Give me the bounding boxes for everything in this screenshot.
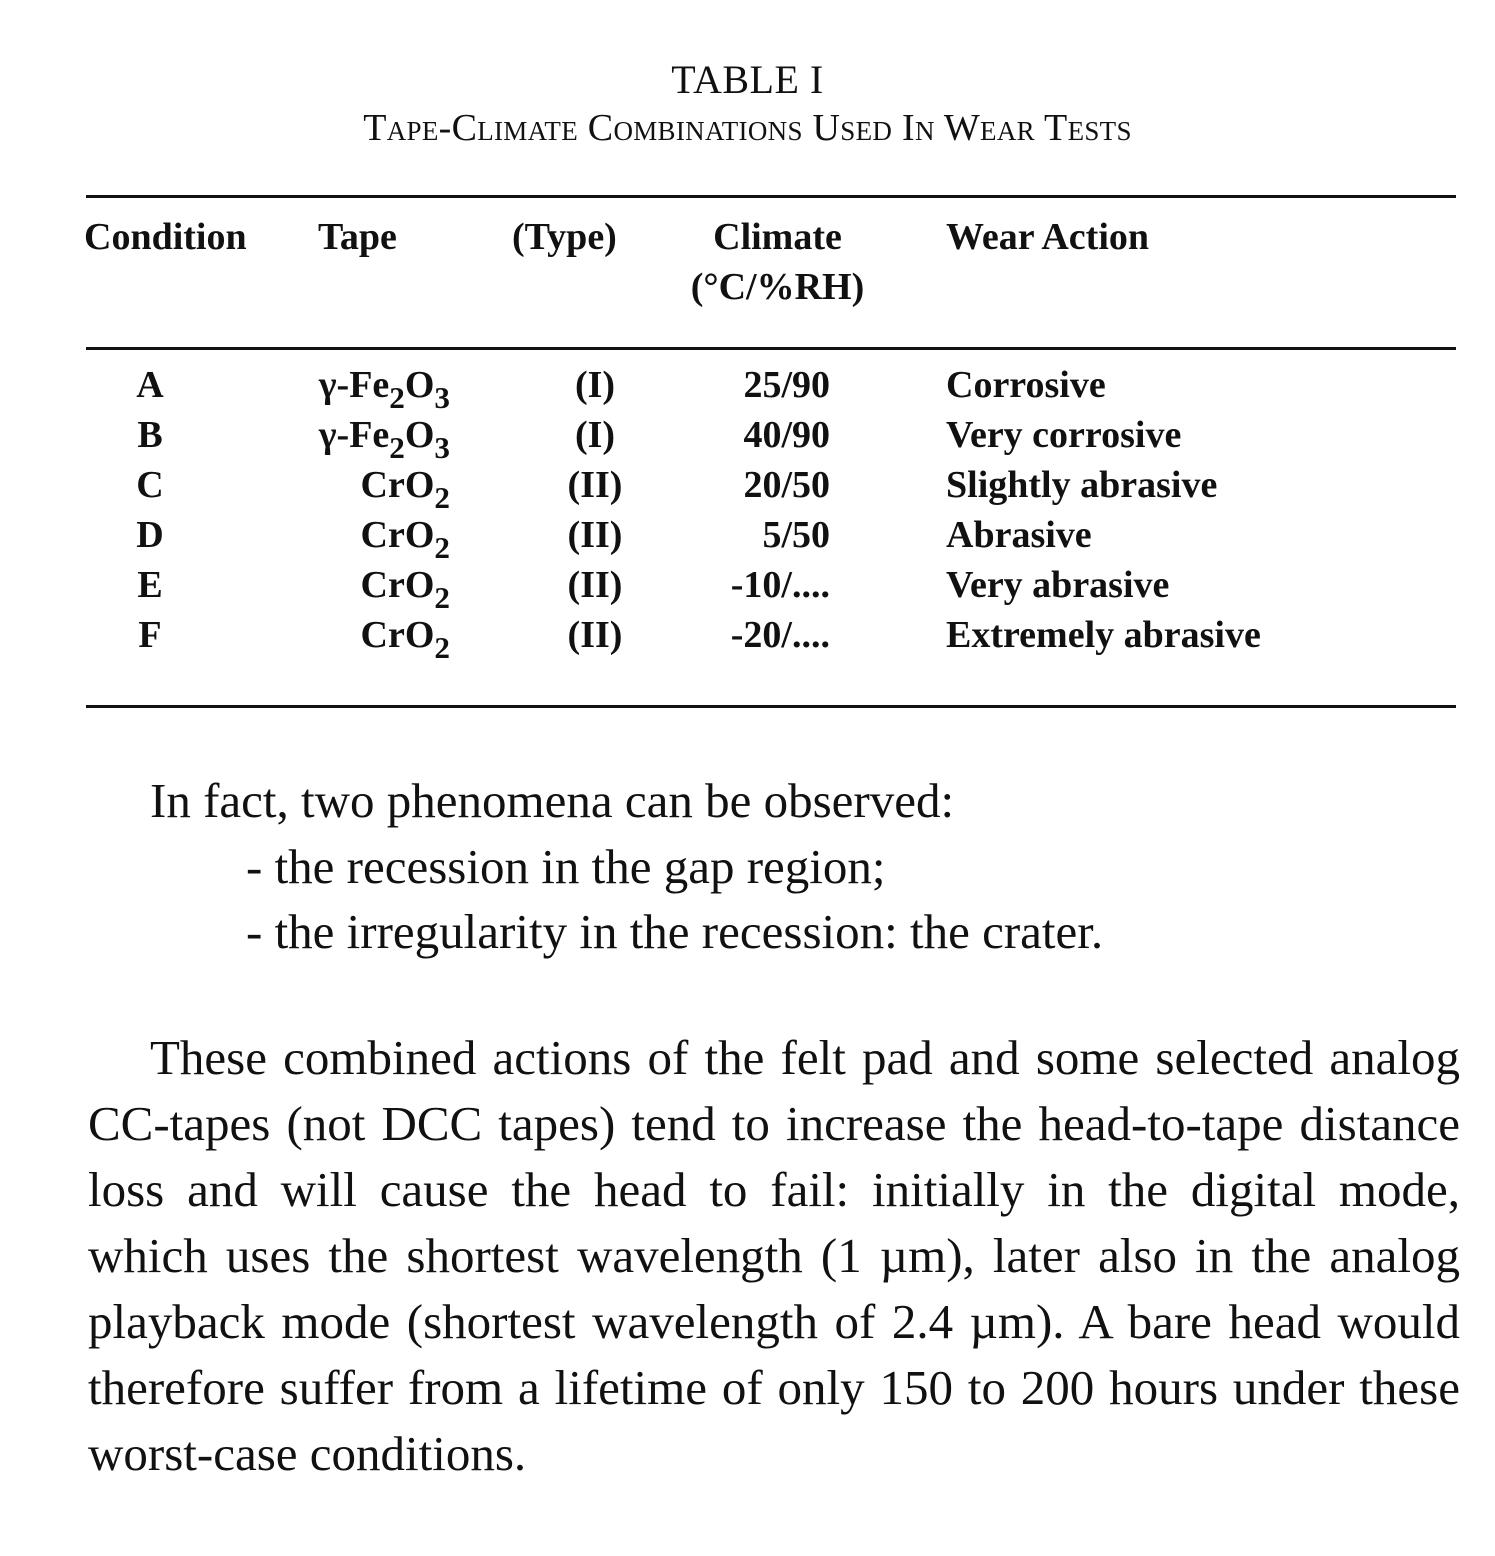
table-row <box>0 460 1495 515</box>
header-wear-action: Wear Action <box>946 216 1150 258</box>
cell-condition: C <box>136 464 164 506</box>
cell-climate: 25/90 <box>743 364 830 406</box>
cell-tape <box>240 560 450 615</box>
list-item: - the recession in the gap region; <box>246 839 886 894</box>
table-top-rule <box>86 195 1456 198</box>
cell-wear-action: Corrosive <box>946 364 1106 406</box>
tape-formula-base: γ-Fe <box>318 414 390 456</box>
tape-formula-subscript: 2 <box>434 629 450 665</box>
cell-type: (II) <box>567 514 623 556</box>
cell-type: (II) <box>567 564 623 606</box>
cell-climate: -10/.... <box>730 564 830 606</box>
table-header-rule <box>86 347 1456 350</box>
cell-tape <box>240 360 450 415</box>
header-tape: Tape <box>318 216 397 258</box>
cell-type: (I) <box>574 414 616 456</box>
tape-formula-subscript: 2 <box>434 529 450 565</box>
cell-type: (II) <box>567 614 623 656</box>
cell-type: (II) <box>567 464 623 506</box>
tape-formula-base: CrO <box>360 464 435 506</box>
intro-sentence: In fact, two phenomena can be observed: <box>150 773 955 828</box>
tape-formula-subscript: 3 <box>434 429 450 465</box>
cell-wear-action: Slightly abrasive <box>946 464 1218 506</box>
header-climate <box>690 212 865 312</box>
tape-formula-subscript: 2 <box>434 579 450 615</box>
tape-formula-subscript: 2 <box>434 479 450 515</box>
table-row <box>0 510 1495 565</box>
cell-type: (I) <box>574 364 616 406</box>
tape-formula-element: O <box>404 414 435 456</box>
tape-formula-base: CrO <box>360 514 435 556</box>
table-title: Tape-Climate Combinations Used In Wear Tests <box>363 107 1132 149</box>
cell-tape <box>240 510 450 565</box>
header-climate-line1: Climate <box>713 216 842 258</box>
tape-formula-subscript: 3 <box>434 379 450 415</box>
tape-formula-element: O <box>404 364 435 406</box>
table-row <box>0 560 1495 615</box>
header-condition: Condition <box>84 216 247 258</box>
tape-formula-subscript: 2 <box>389 379 405 415</box>
cell-wear-action: Very abrasive <box>946 564 1170 606</box>
table-label: TABLE I <box>671 57 824 102</box>
cell-condition: A <box>136 364 164 406</box>
cell-condition: E <box>137 564 163 606</box>
table-row <box>0 360 1495 415</box>
table-row <box>0 410 1495 465</box>
cell-climate: 5/50 <box>762 514 830 556</box>
cell-tape <box>240 410 450 465</box>
tape-formula-base: CrO <box>360 614 435 656</box>
cell-climate: -20/.... <box>730 614 830 656</box>
cell-condition: F <box>138 614 162 656</box>
header-climate-line2: (°C/%RH) <box>690 266 865 308</box>
cell-climate: 40/90 <box>743 414 830 456</box>
tape-formula-base: γ-Fe <box>318 364 390 406</box>
cell-wear-action: Extremely abrasive <box>946 614 1261 656</box>
cell-wear-action: Abrasive <box>946 514 1092 556</box>
table-bottom-rule <box>86 705 1456 708</box>
cell-tape <box>240 460 450 515</box>
cell-tape <box>240 610 450 665</box>
body-paragraph: These combined actions of the felt pad and some selected analog CC-tapes (not DCC tapes) tend to increase the head-to-tape distance loss and will cause the head to fail: initially in the digital mode, which uses the shortest wavelength (1 µm), later also in the analog playback mode (shortest wavelength of 2.4 µm). A bare head would therefore suffer from a lifetime of only 150 to 200 hours under these worst-case conditions. <box>88 1030 1460 1481</box>
cell-condition: B <box>137 414 163 456</box>
table-row <box>0 610 1495 665</box>
tape-formula-subscript: 2 <box>389 429 405 465</box>
list-item: - the irregularity in the recession: the crater. <box>246 904 1104 959</box>
cell-wear-action: Very corrosive <box>946 414 1182 456</box>
cell-climate: 20/50 <box>743 464 830 506</box>
cell-condition: D <box>136 514 164 556</box>
header-type: (Type) <box>512 216 617 258</box>
tape-formula-base: CrO <box>360 564 435 606</box>
